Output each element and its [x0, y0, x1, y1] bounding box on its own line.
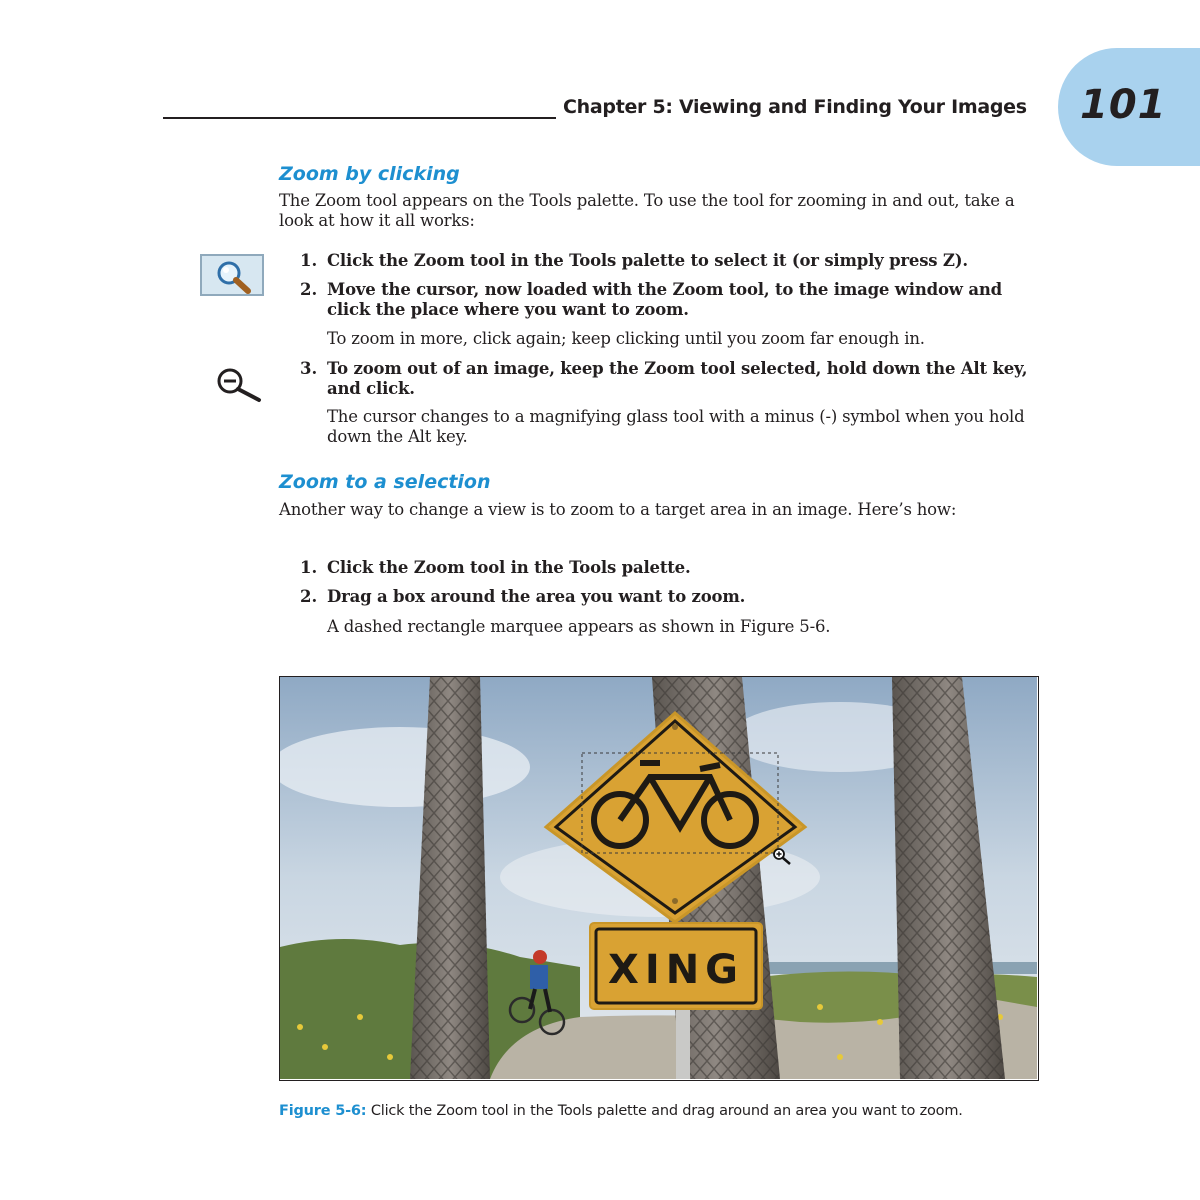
step-text: Move the cursor, now loaded with the Zoom tool, to the image window and click the place where you want to zoom. [327, 280, 1002, 319]
step-number: 2. [300, 587, 318, 606]
section-intro-zoom-by-clicking: The Zoom tool appears on the Tools palette. To use the tool for zooming in and out, take a look at how it all works: [279, 191, 1015, 230]
note-zoom-in-more: To zoom in more, click again; keep clicking until you zoom far enough in. [327, 329, 925, 348]
chapter-title: Chapter 5: Viewing and Finding Your Images [563, 96, 1027, 118]
zoom-tool-button[interactable] [200, 254, 264, 296]
note-alt-key-cursor: The cursor changes to a magnifying glass tool with a minus (-) symbol when you hold down the Alt key. [327, 407, 1025, 446]
figure-caption-label: Figure 5-6: [279, 1103, 367, 1119]
section-intro-zoom-to-selection: Another way to change a view is to zoom to a target area in an image. Here’s how: [279, 500, 957, 519]
figure-caption-text: Click the Zoom tool in the Tools palette and drag around an area you want to zoom. [366, 1103, 963, 1119]
figure-5-6-photo [279, 676, 1039, 1081]
figure-caption [279, 1103, 963, 1119]
step-text: To zoom out of an image, keep the Zoom tool selected, hold down the Alt key, and click. [327, 359, 1028, 398]
step-text: Click the Zoom tool in the Tools palette to select it (or simply press Z). [327, 251, 968, 270]
xing-sign [590, 923, 762, 1009]
xing-sign-text: XING [607, 947, 745, 993]
step-number: 3. [300, 359, 318, 378]
page-number: 101 [1080, 82, 1167, 128]
magnifier-icon [214, 259, 254, 295]
section-heading-zoom-by-clicking: Zoom by clicking [279, 163, 460, 185]
step-text: Drag a box around the area you want to zoom. [327, 587, 746, 606]
step-text: Click the Zoom tool in the Tools palette. [327, 558, 691, 577]
step-number: 1. [300, 558, 318, 577]
step-number: 2. [300, 280, 318, 299]
section-heading-zoom-to-selection: Zoom to a selection [279, 471, 491, 493]
note-dashed-marquee: A dashed rectangle marquee appears as shown in Figure 5-6. [327, 617, 831, 636]
header-rule [163, 117, 556, 119]
step-number: 1. [300, 251, 318, 270]
magnifier-minus-icon [215, 366, 263, 404]
